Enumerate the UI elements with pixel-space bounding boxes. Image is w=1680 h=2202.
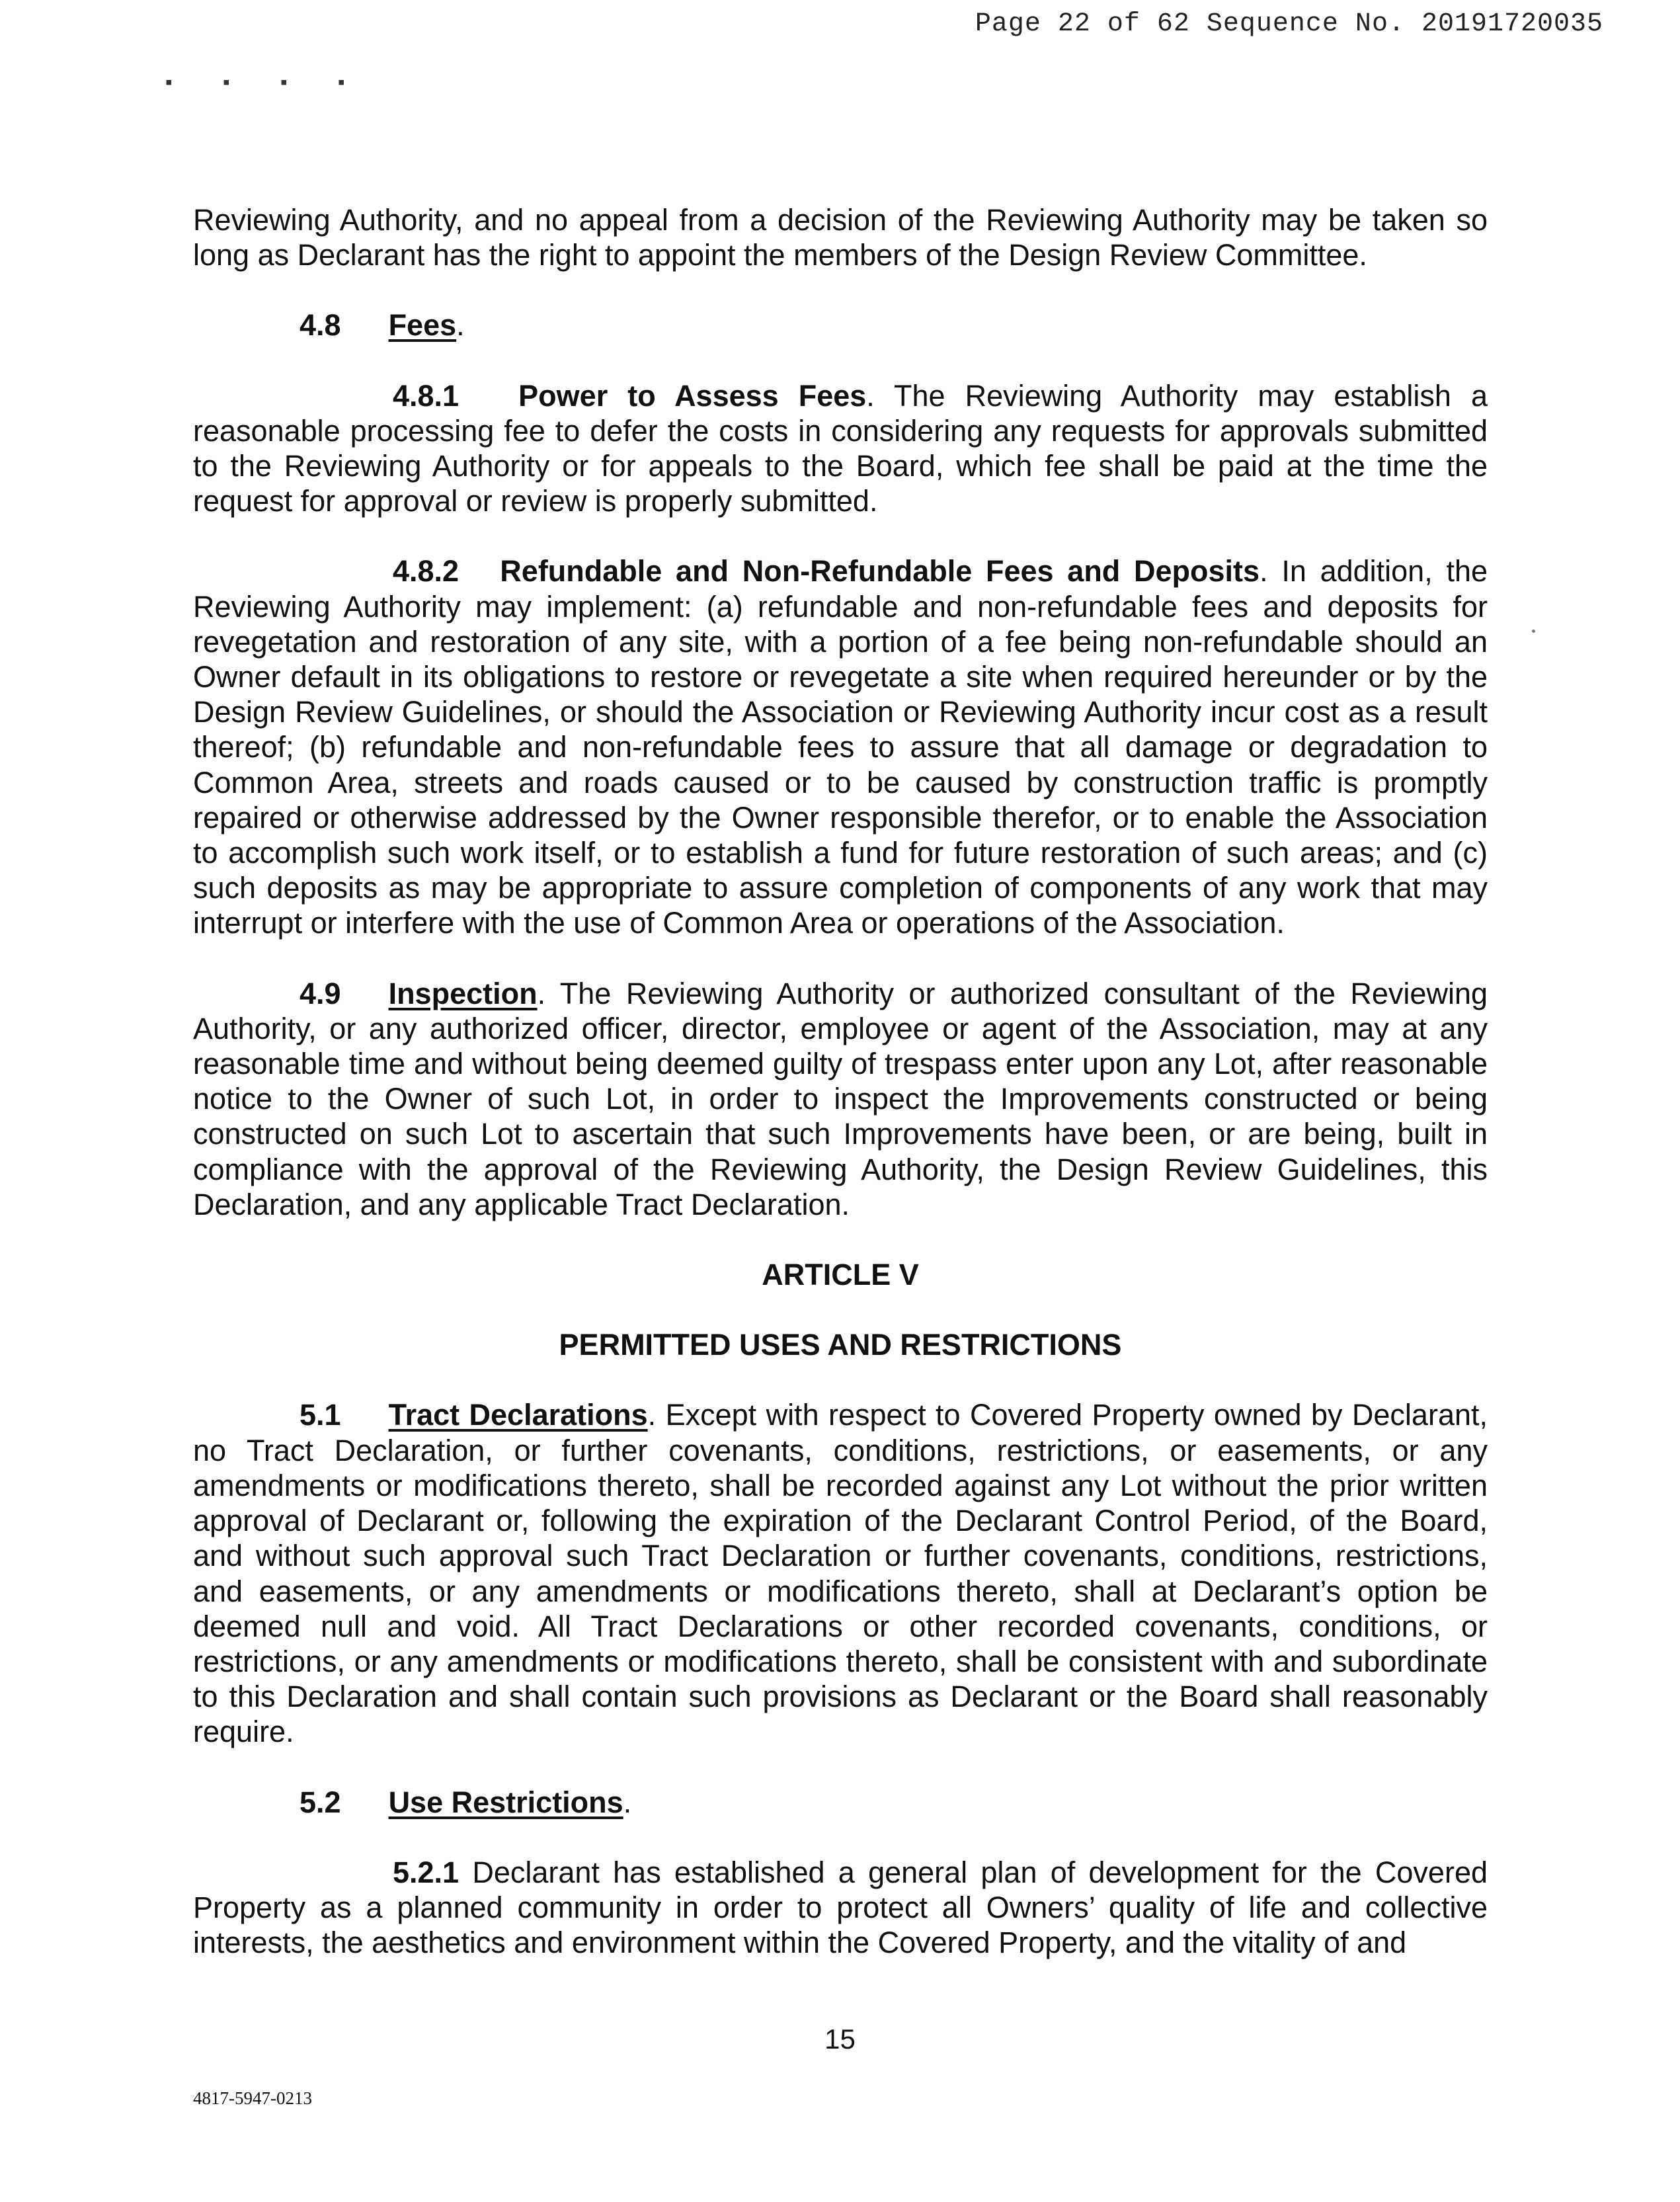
section-title: Fees	[388, 308, 457, 343]
scan-specks: ▪ ▪ ▪ ▪	[165, 71, 368, 93]
section-number: 4.8.2	[393, 554, 460, 589]
section-4-8: 4.8 Fees.	[300, 308, 465, 343]
document-body	[193, 202, 1488, 1960]
section-title: Tract Declarations	[388, 1398, 648, 1432]
scan-dot	[1532, 630, 1535, 633]
section-number: 5.2	[300, 1785, 341, 1819]
section-text: . Except with respect to Covered Property owned by Declarant, no Tract Declaration, or further covenants, conditions, restrictions, or easements, or any amendments or modifications thereto, shall be recorded against any Lot without the prior written approval of Declarant or, following the expiration of the Declarant Control Period, of the Board, and without such approval such Tract Declaration or further covenants, conditions, restrictions, and easements, or any amendments or modifications thereto, shall at Declarant’s option be deemed null and void. All Tract Declarations or other recorded covenants, conditions, or restrictions, or any amendments or modifications thereto, shall be consistent with and subordinate to this Declaration and shall contain such provisions as Declarant or the Board shall reasonably require.	[193, 1398, 1488, 1749]
section-4-9	[193, 976, 1488, 1222]
section-text: Declarant has established a general plan of development for the Covered Property as a planned community in order to protect all Owners’ quality of life and collective interests, the aesthetics and environment within the Covered Property, and the vitality of and	[193, 1855, 1488, 1960]
section-5-2: 5.2 Use Restrictions.	[300, 1785, 632, 1819]
section-title: Power to Assess Fees	[518, 378, 867, 413]
page-sequence-header: Page 22 of 62 Sequence No. 20191720035	[975, 9, 1603, 39]
page-number: 15	[824, 2023, 856, 2055]
section-text: . In addition, the Reviewing Authority may implement: (a) refundable and non-refundable fees and deposits for revegetation and restoration of any site, with a portion of a fee being non-refundable should an Owner default in its obligations to restore or revegetate a site when required hereunder or by the Design Review Guidelines, or should the Association or Reviewing Authority incur cost as a result thereof; (b) refundable and non-refundable fees to assure that all damage or degradation to Common Area, streets and roads caused or to be caused by construction traffic is promptly repaired or otherwise addressed by the Owner responsible therefor, or to enable the Association to accomplish such work itself, or to establish a fund for future restoration of such areas; and (c) such deposits as may be appropriate to assure completion of components of any work that may interrupt or interfere with the use of Common Area or operations of the Association.	[193, 554, 1488, 940]
section-title: Refundable and Non-Refundable Fees and Deposits	[500, 554, 1260, 589]
document-id: 4817-5947-0213	[193, 2088, 312, 2108]
section-number: 5.1	[300, 1398, 341, 1432]
section-5-2-1	[193, 1855, 1488, 1961]
section-4-8-1	[193, 378, 1488, 519]
article-number: ARTICLE V	[762, 1258, 919, 1292]
section-title: Use Restrictions	[388, 1785, 623, 1819]
section-number: 4.8	[300, 308, 341, 343]
section-number: 4.8.1	[393, 378, 460, 413]
section-text: . The Reviewing Authority or authorized consultant of the Reviewing Authority, or any authorized officer, director, employee or agent of the Association, may at any reasonable time and without being deemed guilty of trespass enter upon any Lot, after reasonable notice to the Owner of such Lot, in order to inspect the Improvements constructed or being constructed on such Lot to ascertain that such Improvements have been, or are being, built in compliance with the approval of the Reviewing Authority, the Design Review Guidelines, this Declaration, and any applicable Tract Declaration.	[193, 976, 1488, 1221]
intro-paragraph: Reviewing Authority, and no appeal from a decision of the Reviewing Authority may be taken so long as Declarant has the right to appoint the members of the Design Review Committee.	[193, 203, 1488, 272]
section-number: 4.9	[300, 976, 341, 1010]
section-4-8-2	[193, 553, 1488, 940]
section-number: 5.2.1	[393, 1855, 460, 1889]
section-text: . The Reviewing Authority may establish a reasonable processing fee to defer the costs in considering any requests for approvals submitted to the Reviewing Authority or for appeals to the Board, which fee shall be paid at the time the request for approval or review is properly submitted.	[193, 378, 1488, 518]
article-title: PERMITTED USES AND RESTRICTIONS	[559, 1328, 1122, 1362]
section-5-1	[193, 1397, 1488, 1749]
section-title: Inspection	[388, 976, 538, 1010]
